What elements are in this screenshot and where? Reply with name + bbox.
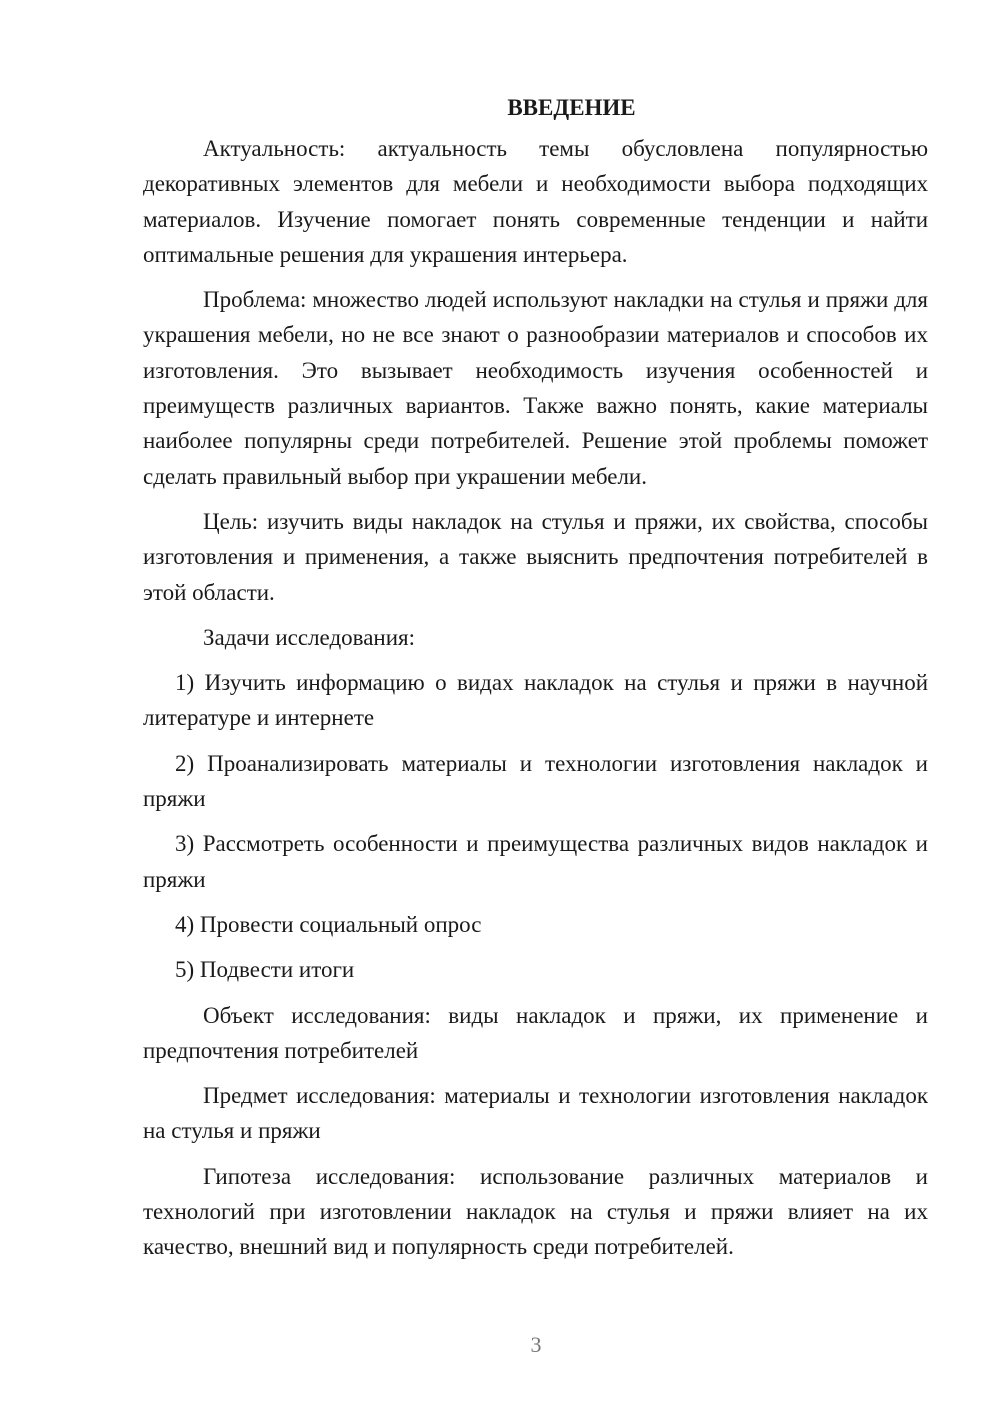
task-item: 3) Рассмотреть особенности и преимущества различных видов накладок и пряжи [143,831,928,892]
tasks-heading: Задачи исследования: [203,624,416,650]
document-page [143,90,928,1275]
relevance-paragraph: Актуальность: актуальность темы обусловлена популярностью декоративных элементов для мебели и необходимости выбора подходящих материалов. Изучение помогает понять современные тенденции и найти оптимальные решения для украшения интерьера. [143,136,928,267]
tasks-list [143,665,928,987]
task-item: 1) Изучить информацию о видах накладок на стулья и пряжи в научной литературе и интернете [143,670,928,731]
task-item: 5) Подвести итоги [175,957,355,983]
subject-paragraph: Предмет исследования: материалы и технологии изготовления накладок на стулья и пряжи [143,1083,928,1144]
section-title: ВВЕДЕНИЕ [507,95,636,120]
goal-paragraph: Цель: изучить виды накладок на стулья и пряжи, их свойства, способы изготовления и применения, а также выяснить предпочтения потребителей в этой области. [143,508,928,605]
hypothesis-paragraph: Гипотеза исследования: использование различных материалов и технологий при изготовлении накладок на стулья и пряжи влияет на их качество, внешний вид и популярность среди потребителей. [143,1163,928,1260]
task-item: 2) Проанализировать материалы и технологии изготовления накладок и пряжи [143,750,928,812]
page-number: 3 [530,1332,542,1357]
problem-paragraph: Проблема: множество людей используют накладки на стулья и пряжи для украшения мебели, но не все знают о разнообразии материалов и способов их изготовления. Это вызывает необходимость изучения особенностей и преимуществ различных вариантов. Также важно понять, какие материалы наиболее популярны среди потребителей. Решение этой проблемы поможет сделать правильный выбор при украшении мебели. [143,287,928,489]
object-paragraph: Объект исследования: виды накладок и пряжи, их применение и предпочтения потребителей [143,1002,928,1063]
task-item: 4) Провести социальный опрос [175,911,482,937]
